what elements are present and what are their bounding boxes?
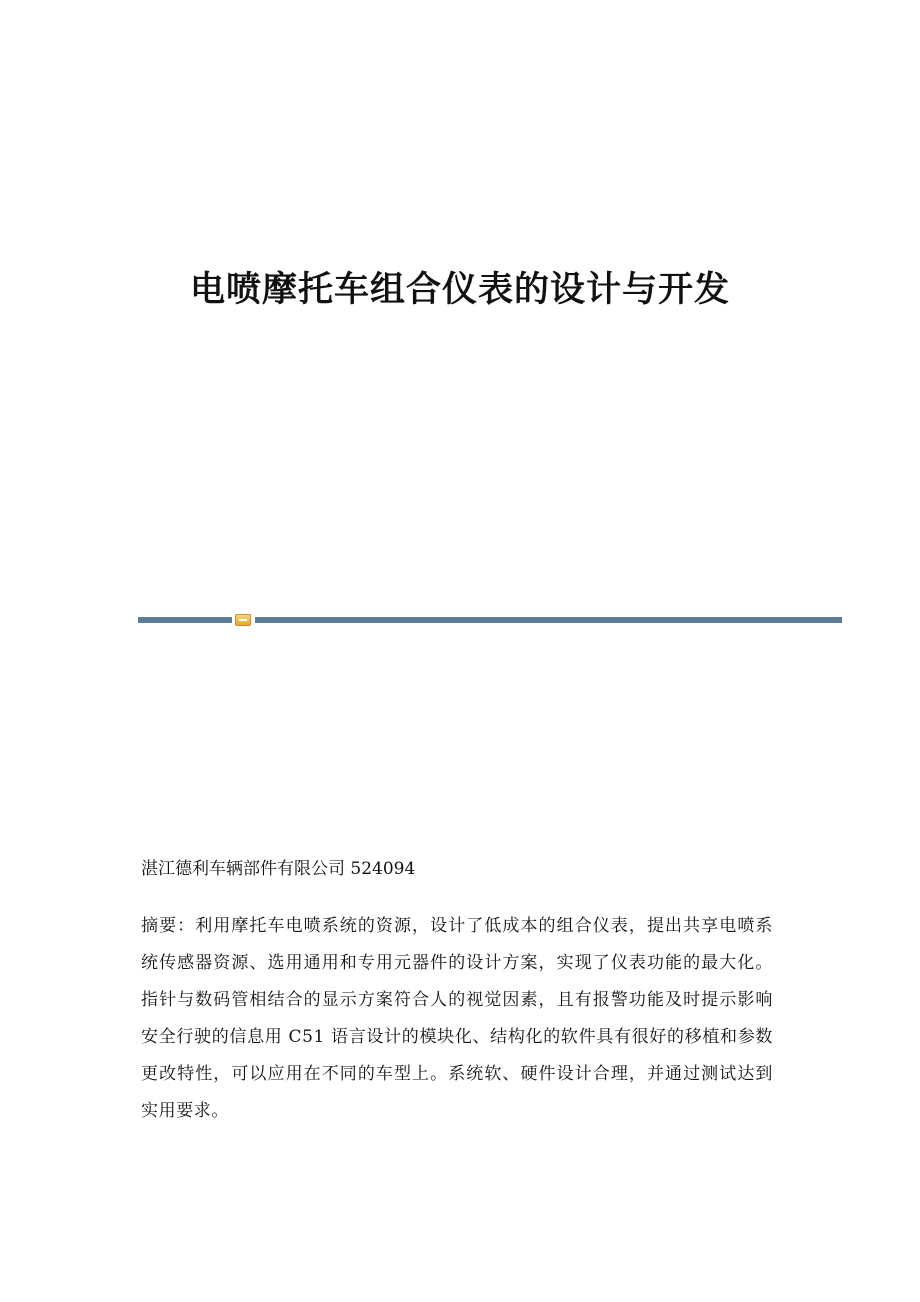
author-affiliation: 湛江德利车辆部件有限公司 524094 <box>141 859 416 879</box>
section-divider <box>138 614 842 626</box>
abstract-text: 利用摩托车电喷系统的资源，设计了低成本的组合仪表，提出共享电喷系统传感器资源、选用通用和专用元器件的设计方案，实现了仪表功能的最大化。指针与数码管相结合的显示方案符合人的视觉因素，且有报警功能及时提示影响安全行驶的信息用 C51 语言设计的模块化、结构化的软件具有很好的移植和参数更改特性，可以应用在不同的车型上。系统软、硬件设计合理，并通过测试达到实用要求。 <box>141 916 773 1121</box>
divider-bar-right <box>255 617 842 623</box>
abstract-label: 摘要： <box>141 916 196 936</box>
document-title: 电喷摩托车组合仪表的设计与开发 <box>189 270 730 310</box>
ornament-icon <box>235 614 251 626</box>
divider-bar-left <box>138 617 232 623</box>
abstract-paragraph <box>141 908 773 1130</box>
